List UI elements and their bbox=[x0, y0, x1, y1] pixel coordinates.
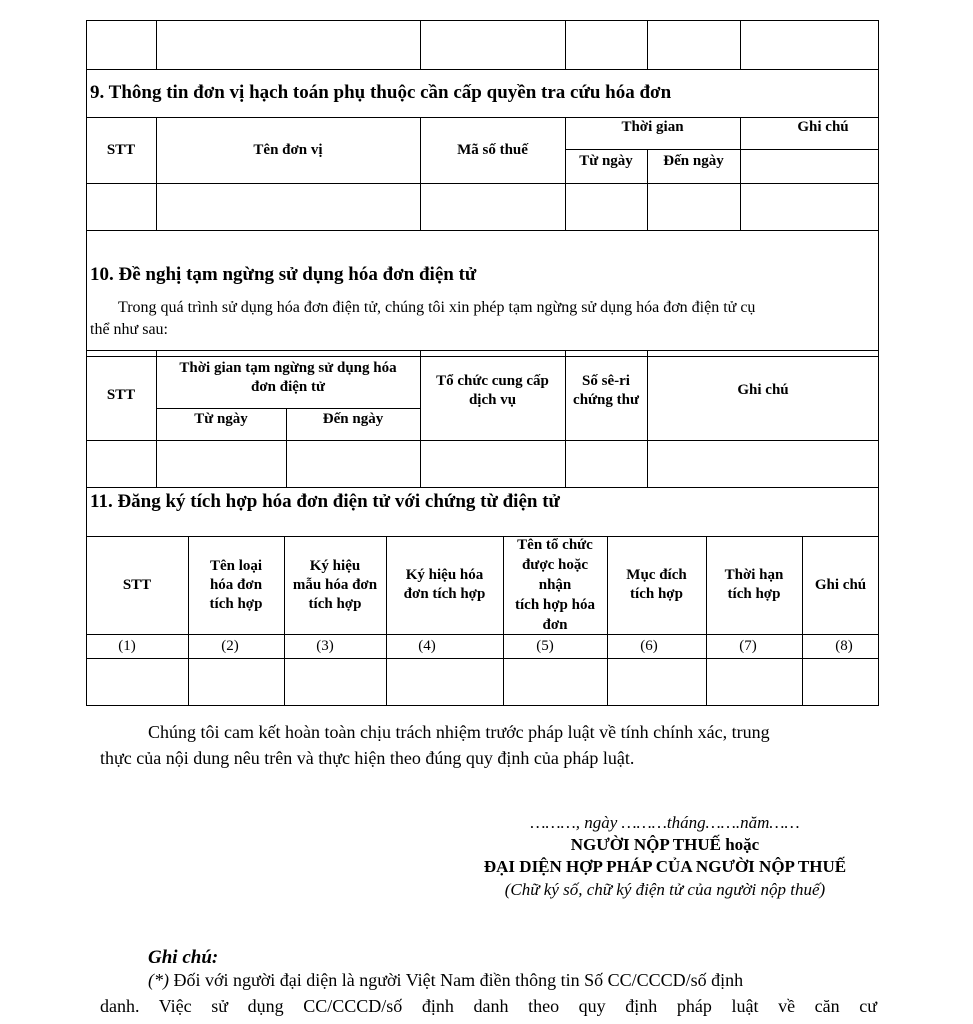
column-number: (5) bbox=[536, 637, 554, 654]
header-invoice-symbol: Ký hiệu hóa đơn tích hợp bbox=[403, 567, 486, 602]
section-10-frame bbox=[86, 230, 879, 357]
header-to-date: Đến ngày bbox=[663, 153, 724, 169]
header-from-date: Từ ngày bbox=[579, 153, 633, 169]
rule bbox=[86, 183, 879, 184]
header-pause-time: Thời gian tạm ngừng sử dụng hóa đơn điện tử bbox=[179, 360, 397, 395]
header-duration: Thời hạn tích hợp bbox=[724, 567, 784, 602]
notes-star: (*) bbox=[148, 970, 169, 990]
column-number: (3) bbox=[316, 637, 334, 654]
commitment-line1: Chúng tôi cam kết hoàn toàn chịu trách nhiệm trước pháp luật về tính chính xác, trung bbox=[148, 722, 770, 742]
header-tax-code: Mã số thuế bbox=[457, 141, 528, 158]
section-10-title: 10. Đề nghị tạm ngừng sử dụng hóa đơn điện tử bbox=[90, 264, 477, 285]
notes-heading: Ghi chú: bbox=[148, 947, 219, 968]
rule bbox=[86, 69, 879, 70]
header-invoice-type: Tên loại hóa đơn tích hợp bbox=[209, 557, 263, 612]
header-stt: STT bbox=[106, 386, 136, 403]
header-provider: Tổ chức cung cấp dịch vụ bbox=[436, 373, 549, 408]
signature-date-line: ………, ngày ………tháng…….năm…… bbox=[530, 813, 800, 832]
signature-title-2: ĐẠI DIỆN HỢP PHÁP CỦA NGƯỜI NỘP THUẾ bbox=[483, 857, 847, 876]
rule bbox=[156, 20, 157, 70]
column-number: (4) bbox=[418, 637, 436, 654]
header-note: Ghi chú bbox=[737, 381, 789, 398]
header-stt: STT bbox=[106, 141, 136, 158]
rule bbox=[647, 20, 648, 70]
column-number: (6) bbox=[640, 637, 658, 654]
section-9-title: 9. Thông tin đơn vị hạch toán phụ thuộc cần cấp quyền tra cứu hóa đơn bbox=[90, 82, 672, 103]
header-time: Thời gian bbox=[621, 118, 684, 135]
signature-title-1: NGƯỜI NỘP THUẾ hoặc bbox=[570, 835, 760, 854]
header-note: Ghi chú bbox=[814, 576, 867, 593]
header-from-date: Từ ngày bbox=[194, 410, 248, 427]
column-number: (8) bbox=[835, 637, 853, 654]
rule bbox=[420, 20, 421, 70]
header-unit-name: Tên đơn vị bbox=[253, 141, 323, 158]
column-number: (1) bbox=[118, 637, 136, 654]
notes-line1 bbox=[148, 970, 743, 991]
section-10-intro-line2: thể như sau: bbox=[90, 321, 168, 338]
rule bbox=[86, 440, 879, 441]
rule bbox=[86, 658, 879, 659]
header-organization: Tên tổ chức được hoặc nhận tích hợp hóa đơn bbox=[515, 537, 595, 633]
header-stt: STT bbox=[122, 576, 152, 593]
section-10-intro-line1: Trong quá trình sử dụng hóa đơn điện tử, chúng tôi xin phép tạm ngừng sử dụng hóa đơn điện tử cụ bbox=[118, 299, 756, 316]
column-number: (7) bbox=[739, 637, 757, 654]
notes-line2: danh. Việc sử dụng CC/CCCD/số định danh theo quy định pháp luật về căn cư bbox=[100, 996, 877, 1016]
header-cert-serial: Số sê-ri chứng thư bbox=[573, 373, 639, 408]
signature-note: (Chữ ký số, chữ ký điện tử của người nộp thuế) bbox=[504, 880, 826, 899]
section-11-title: 11. Đăng ký tích hợp hóa đơn điện tử với chứng từ điện tử bbox=[90, 491, 560, 512]
rule bbox=[565, 20, 566, 70]
commitment-line2: thực của nội dung nêu trên và thực hiện theo đúng quy định của pháp luật. bbox=[100, 748, 635, 768]
notes-line1-text: Đối với người đại diện là người Việt Nam điền thông tin Số CC/CCCD/số định bbox=[169, 970, 744, 990]
column-number: (2) bbox=[221, 637, 239, 654]
header-note: Ghi chú bbox=[797, 118, 849, 135]
rule bbox=[740, 20, 741, 70]
header-template-symbol: Ký hiệu mẫu hóa đơn tích hợp bbox=[292, 557, 378, 612]
header-purpose: Mục đích tích hợp bbox=[626, 567, 687, 602]
header-to-date: Đến ngày bbox=[322, 410, 384, 427]
